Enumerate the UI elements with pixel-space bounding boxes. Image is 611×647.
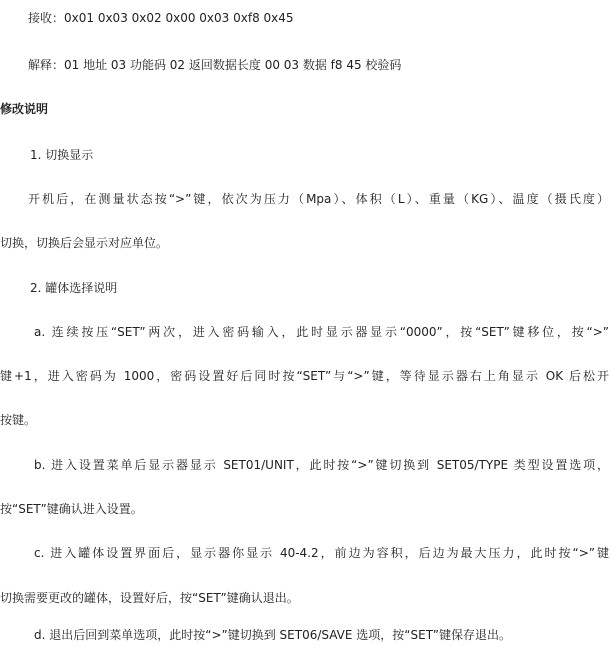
item2-title: 2. 罐体选择说明	[30, 281, 118, 295]
item1-line1: 开机后，在测量状态按“>”键，依次为压力（Mpa）、体积（L）、重量（KG）、温度（摄氏度）	[28, 192, 609, 206]
step-a-line2: 键+1，进入密码为 1000，密码设置好后同时按“SET”与“>”键，等待显示器右上角显示 OK 后松开	[0, 369, 609, 383]
step-c-line2: 切换需要更改的罐体，设置好后，按“SET”键确认退出。	[0, 591, 299, 605]
item1-title: 1. 切换显示	[30, 148, 94, 162]
step-a-line1: a. 连续按压“SET”两次，进入密码输入，此时显示器显示“0000”，按“SET”键移位，按“>”	[34, 325, 609, 339]
section-heading: 修改说明	[0, 102, 49, 116]
explain-line: 解释：01 地址 03 功能码 02 返回数据长度 00 03 数据 f8 45 校验码	[28, 58, 402, 72]
step-a-line3: 按键。	[0, 413, 37, 427]
step-b-line2: 按“SET”键确认进入设置。	[0, 502, 143, 516]
step-b-line1: b. 进入设置菜单后显示器显示 SET01/UNIT，此时按“>”键切换到 SET05/TYPE 类型设置选项，	[34, 458, 609, 472]
item1-line2: 切换，切换后会显示对应单位。	[0, 236, 169, 250]
step-d-line1: d. 退出后回到菜单选项，此时按“>”键切换到 SET06/SAVE 选项，按“SET”键保存退出。	[34, 628, 511, 642]
receive-line: 接收：0x01 0x03 0x02 0x00 0x03 0xf8 0x45	[28, 11, 294, 25]
step-c-line1: c. 进入罐体设置界面后，显示器你显示 40-4.2，前边为容积，后边为最大压力，此时按“>”键	[34, 546, 609, 560]
